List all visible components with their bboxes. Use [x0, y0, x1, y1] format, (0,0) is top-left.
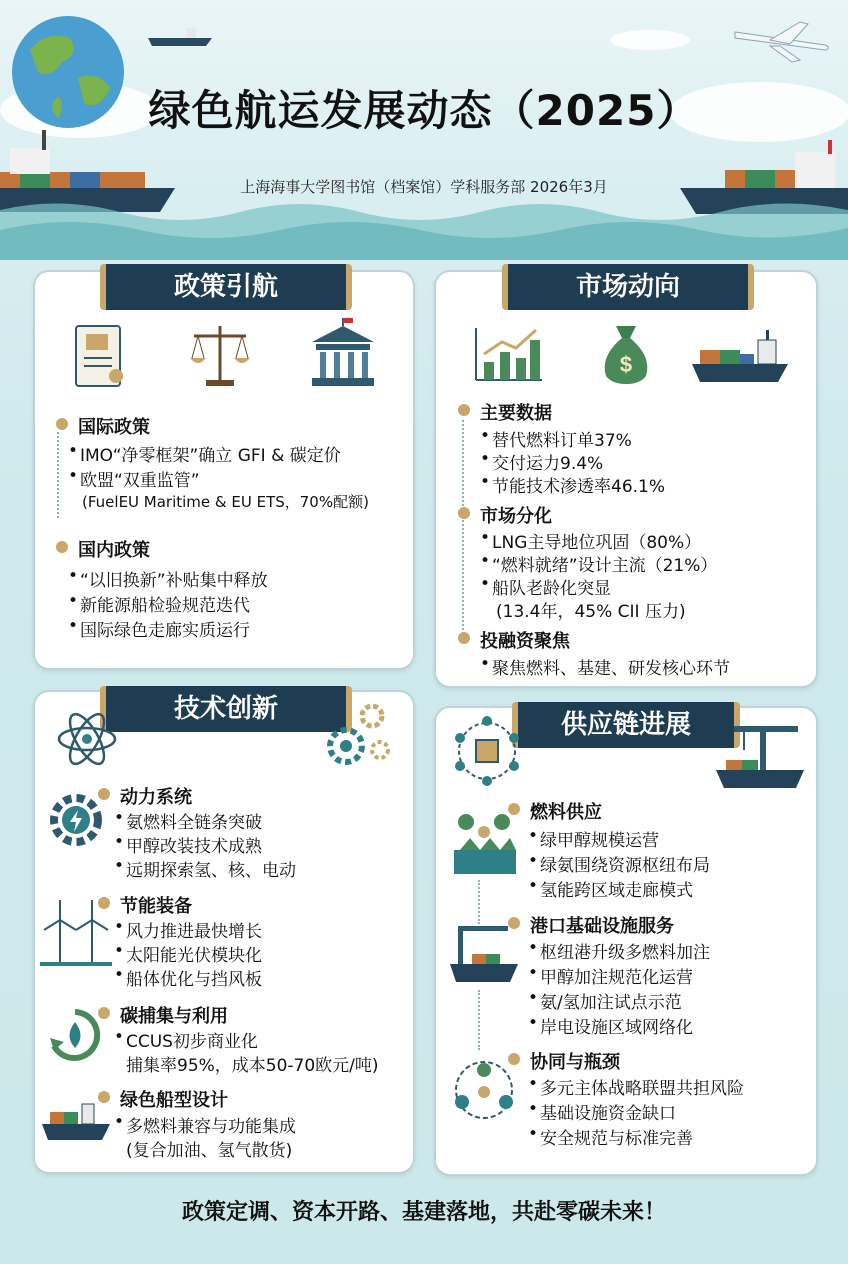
tech-ccus-heading: 碳捕集与利用 — [120, 1002, 228, 1028]
svg-text:$: $ — [619, 352, 633, 377]
recycle-icon — [46, 1006, 104, 1064]
list-item: • 远期探索氢、核、电动 — [126, 856, 296, 881]
list-item: • IMO“净零框架”确立 GFI & 碳定价 — [80, 441, 341, 466]
airplane-icon — [735, 22, 829, 62]
policy-tag: 政策引航 — [100, 264, 352, 310]
list-item: • 绿氨围绕资源枢纽布局 — [540, 851, 710, 876]
list-item: • 甲醇加注规范化运营 — [540, 963, 693, 988]
list-item: • LNG主导地位巩固（80%） — [492, 528, 701, 553]
list-item: • 枢纽港升级多燃料加注 — [540, 938, 710, 963]
footer-slogan: 政策定调、资本开路、基建落地，共赴零碳未来！ — [181, 1200, 666, 1225]
list-item: (复合加油、氢气散货) — [126, 1141, 293, 1161]
list-item: • 替代燃料订单37% — [492, 426, 632, 451]
list-item: • 交付运力9.4% — [492, 449, 603, 474]
port-crane-icon — [714, 722, 806, 792]
list-item: • 多燃料兼容与功能集成 — [126, 1112, 296, 1137]
list-item: • 安全规范与标准完善 — [540, 1124, 693, 1149]
list-item: • 绿甲醇规模运营 — [540, 826, 659, 851]
policy-international-heading: 国际政策 — [78, 413, 150, 439]
list-item: • 船体优化与挡风板 — [126, 965, 262, 990]
list-item: • 船队老龄化突显 — [492, 574, 611, 599]
supply-tag: 供应链进展 — [512, 702, 740, 748]
list-item: 捕集率95%，成本50-70欧元/吨) — [126, 1056, 379, 1076]
fuel-supply-icon — [452, 810, 518, 876]
page-title: 绿色航运发展动态（2025） — [148, 86, 700, 135]
list-item: • CCUS初步商业化 — [126, 1027, 258, 1052]
tech-tag: 技术创新 — [100, 686, 352, 732]
tech-design-heading: 绿色船型设计 — [120, 1086, 228, 1112]
scales-icon — [188, 322, 252, 390]
list-item: • 氨燃料全链条突破 — [126, 808, 262, 833]
list-item: • 多元主体战略联盟共担风险 — [540, 1074, 744, 1099]
market-diverge-heading: 市场分化 — [480, 502, 552, 528]
government-building-icon — [308, 318, 378, 390]
list-item: (FuelEU Maritime & EU ETS，70%配额) — [82, 493, 369, 511]
list-item: • 氨/氢加注试点示范 — [540, 988, 682, 1013]
list-item: • 节能技术渗透率46.1% — [492, 472, 665, 497]
page-subtitle: 上海海事大学图书馆（档案馆）学科服务部 2026年3月 — [240, 178, 608, 196]
atom-icon — [56, 708, 118, 770]
list-item: • 聚焦燃料、基建、研发核心环节 — [492, 654, 730, 679]
gear-bolt-icon — [48, 792, 104, 848]
market-finance-heading: 投融资聚焦 — [480, 627, 570, 653]
list-item: • “燃料就绪”设计主流（21%） — [492, 551, 717, 576]
supply-fuel-heading: 燃料供应 — [530, 798, 602, 824]
market-tag: 市场动向 — [502, 264, 754, 310]
cargo-ship-icon — [40, 1100, 112, 1144]
bar-chart-icon — [472, 324, 544, 384]
gears-icon — [324, 702, 390, 768]
cargo-ship-icon — [0, 130, 175, 212]
tech-efficiency-heading: 节能装备 — [120, 892, 192, 918]
document-icon — [72, 324, 130, 390]
supply-port-heading: 港口基础设施服务 — [530, 912, 674, 938]
list-item: • 风力推进最快增长 — [126, 917, 262, 942]
network-cube-icon — [450, 716, 524, 786]
money-bag-icon — [598, 322, 654, 386]
list-item: • 欧盟“双重监管” — [80, 466, 200, 491]
supply-synergy-heading: 协同与瓶颈 — [530, 1048, 620, 1074]
wind-turbine-icon — [40, 900, 112, 966]
list-item: • 氢能跨区域走廊模式 — [540, 876, 693, 901]
list-item: • 新能源船检验规范迭代 — [80, 591, 250, 616]
list-item: (13.4年，45% CII 压力) — [496, 602, 686, 622]
port-crane-icon — [448, 924, 520, 986]
market-data-heading: 主要数据 — [480, 399, 552, 425]
list-item: • 甲醇改装技术成熟 — [126, 832, 262, 857]
list-item: • 岸电设施区域网络化 — [540, 1013, 693, 1038]
list-item: • 太阳能光伏模块化 — [126, 941, 262, 966]
list-item: • 基础设施资金缺口 — [540, 1099, 676, 1124]
team-icon — [450, 1056, 518, 1122]
tech-power-heading: 动力系统 — [120, 783, 192, 809]
list-item: • 国际绿色走廊实质运行 — [80, 616, 250, 641]
cargo-ship-icon — [690, 330, 790, 386]
list-item: • “以旧换新”补贴集中释放 — [80, 566, 268, 591]
cargo-ship-icon — [148, 28, 212, 46]
policy-domestic-heading: 国内政策 — [78, 536, 150, 562]
